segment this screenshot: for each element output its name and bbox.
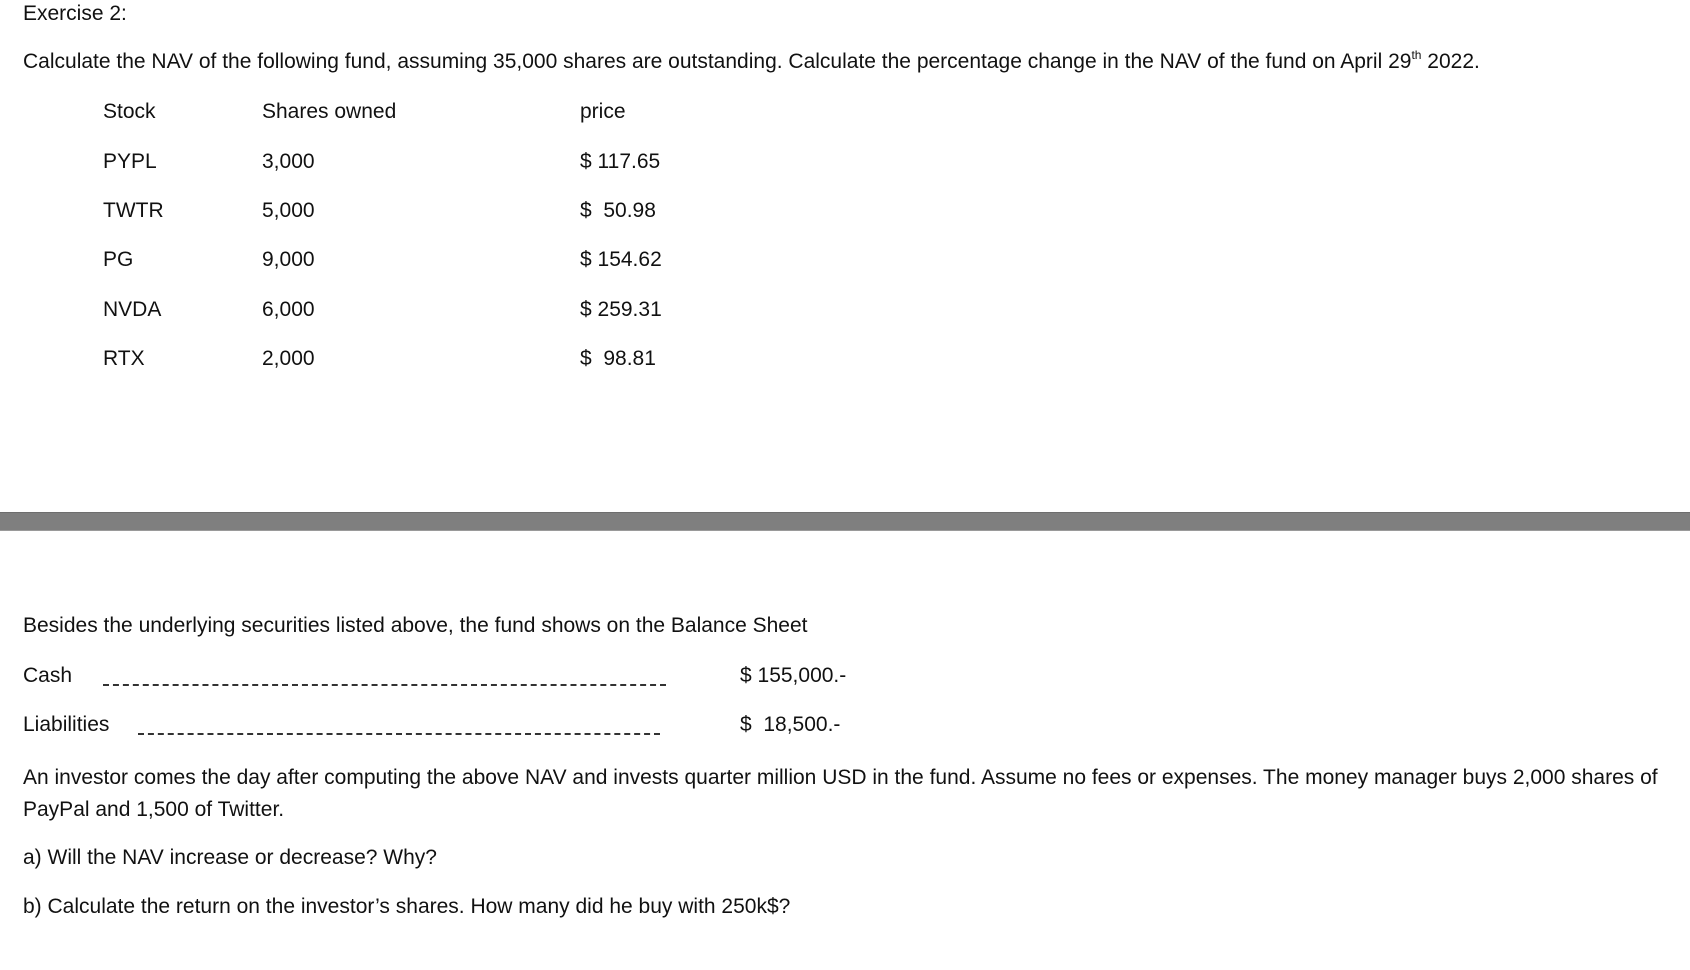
row-price: $ 98.81 <box>580 347 656 370</box>
row-stock: NVDA <box>103 298 162 321</box>
row-price: $ 154.62 <box>580 248 662 271</box>
cash-value: $ 155,000.- <box>740 664 847 687</box>
header-stock: Stock <box>103 100 156 123</box>
row-price: $ 50.98 <box>580 199 656 222</box>
balance-sheet-intro: Besides the underlying securities listed above, the fund shows on the Balance Sheet <box>23 614 808 637</box>
row-price: $ 117.65 <box>580 150 661 173</box>
row-shares: 3,000 <box>262 150 315 173</box>
row-shares: 2,000 <box>262 347 315 370</box>
question-a: a) Will the NAV increase or decrease? Why? <box>23 846 437 869</box>
question-year: 2022. <box>1421 50 1480 73</box>
cash-leader <box>103 684 666 686</box>
row-stock: PG <box>103 248 134 271</box>
row-stock: PYPL <box>103 150 157 173</box>
header-shares-owned: Shares owned <box>262 100 397 123</box>
liabilities-leader <box>138 733 660 735</box>
row-shares: 6,000 <box>262 298 315 321</box>
cash-label: Cash <box>23 664 73 687</box>
row-stock: TWTR <box>103 199 164 222</box>
question-superscript: th <box>1411 48 1422 62</box>
page-divider <box>0 512 1690 531</box>
row-price: $ 259.31 <box>580 298 662 321</box>
investor-paragraph: An investor comes the day after computing the above NAV and invests quarter million USD in the fund. Assume no fees or expenses. The money manager buys 2,000 shares of PayPal and 1,500 of Twitter. <box>23 766 1658 821</box>
question-b: b) Calculate the return on the investor’s shares. How many did he buy with 250k$? <box>23 895 791 918</box>
exercise-title: Exercise 2: <box>23 2 127 25</box>
row-shares: 5,000 <box>262 199 315 222</box>
row-shares: 9,000 <box>262 248 315 271</box>
row-stock: RTX <box>103 347 145 370</box>
question-text: Calculate the NAV of the following fund, assuming 35,000 shares are outstanding. Calculate the percentage change in the NAV of the fund on April 29 <box>23 50 1412 73</box>
header-price: price <box>580 100 626 123</box>
liabilities-label: Liabilities <box>23 713 110 736</box>
exercise-question <box>23 50 1480 74</box>
liabilities-value: $ 18,500.- <box>740 713 841 736</box>
